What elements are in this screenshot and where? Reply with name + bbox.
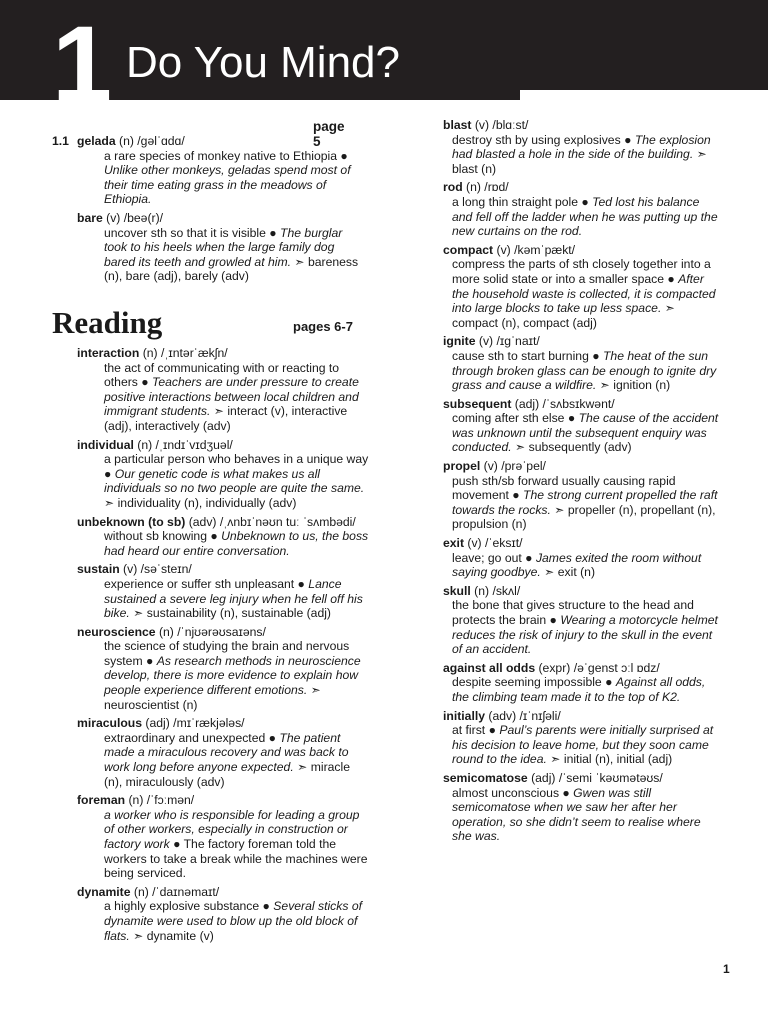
entry-head [443, 584, 723, 599]
headword: unbeknown (to sb) [77, 514, 186, 529]
right-column-entries [443, 118, 723, 848]
glossary-entry [443, 334, 723, 392]
example-sentence: The heat of the sun through broken glass can be enough to ignite dry grass and cause a wildfire. [452, 348, 717, 393]
word-info: (n) /ˌɪndɪˈvɪdʒuəl/ [133, 437, 233, 452]
headword: dynamite [77, 884, 131, 899]
definition: without sb knowing ● [104, 529, 222, 544]
headword: skull [443, 583, 471, 598]
glossary-entry [77, 346, 369, 434]
definition: experience or suffer sth unpleasant ● [104, 576, 309, 591]
glossary-entry [443, 180, 723, 238]
word-info: (n) /ˈfɔːmən/ [125, 793, 195, 808]
definition: a long thin straight pole ● [452, 194, 593, 209]
page-ref-number: 5 [313, 134, 321, 149]
definition: destroy sth by using explosives ● [452, 132, 635, 147]
related-forms: ➣ sustainability (n), sustainable (adj) [129, 606, 331, 621]
entry-head [443, 180, 723, 195]
word-info: (n) /rɒd/ [462, 180, 509, 195]
headword: individual [77, 437, 134, 452]
glossary-entry [443, 584, 723, 657]
example-sentence: Several sticks of dynamite were used to blow up the old block of flats. [104, 899, 363, 943]
word-info: (v) /blɑːst/ [471, 118, 529, 132]
headword: miraculous [77, 716, 143, 731]
glossary-entry [443, 459, 723, 532]
example-sentence: Wearing a motorcycle helmet reduces the risk of injury to the skull in the event of an accident. [452, 613, 718, 657]
section-number: 1.1 [52, 134, 69, 148]
definition: the science of studying the brain and nervous system ● [104, 639, 350, 668]
example-sentence: Unbeknown to us, the boss had heard our entire conversation. [104, 529, 369, 558]
headword: compact [443, 242, 494, 257]
word-info: (v) /ɪɡˈnaɪt/ [475, 334, 540, 349]
example-sentence: a worker who is responsible for leading a group of other workers, especially in construction or factory work [104, 807, 360, 851]
entry-body [443, 411, 723, 455]
entry-head [443, 397, 723, 412]
entry-head [443, 334, 723, 349]
word-info: (n) /ˌɪntərˈækʃn/ [139, 346, 228, 360]
entry-body [443, 257, 723, 330]
headword: gelada [77, 134, 116, 148]
example-sentence: The strong current propelled the raft towards the rocks. [452, 488, 718, 517]
headword: sustain [77, 562, 120, 577]
word-info: (v) /ˈeksɪt/ [464, 536, 523, 551]
entry-body [77, 452, 369, 510]
example-sentence: Teachers are under pressure to create positive interactions between local children and immigrant students. [104, 375, 359, 419]
definition: at first ● [452, 723, 500, 738]
related-forms: ➣ subsequently (adv) [511, 440, 632, 455]
entry-head [77, 134, 362, 149]
glossary-entry [77, 562, 369, 620]
headword: rod [443, 180, 463, 195]
entry-body [77, 731, 369, 789]
entry-head [77, 438, 369, 453]
unit-number: 1 [52, 3, 109, 124]
entry-body [443, 195, 723, 239]
related-forms: ➣ bareness (n), bare (adj), barely (adv) [104, 254, 359, 284]
page-number: 1 [723, 962, 730, 976]
entry-body [443, 723, 723, 767]
word-info: (adj) /ˈsʌbsɪkwənt/ [511, 396, 615, 411]
example-sentence: Our genetic code is what makes us all individuals so no two people are quite the same. [104, 466, 365, 496]
entry-head [77, 211, 362, 226]
example-sentence: James exited the room without saying goodbye. [452, 550, 702, 580]
example-sentence: After the household waste is collected, it is compacted into large blocks to take up less space. [452, 271, 716, 316]
glossary-entry [443, 118, 723, 176]
unit-title: Do You Mind? [126, 38, 400, 87]
glossary-entry [77, 793, 369, 881]
section-title: Reading [52, 305, 163, 340]
related-forms: ➣ exit (n) [540, 565, 595, 580]
entry-body [77, 226, 362, 284]
entry-head [77, 515, 369, 530]
word-info: (n) /ɡəlˈɑdɑ/ [115, 134, 185, 148]
glossary-entry [77, 625, 369, 713]
headword: initially [443, 708, 485, 723]
definition: a highly explosive substance ● [104, 899, 274, 914]
definition: almost unconscious ● [452, 785, 574, 800]
word-info: (n) /ˈnjʊərəʊsaɪəns/ [155, 624, 266, 639]
related-forms: ➣ propeller (n), propellant (n), propulsion (n) [452, 502, 716, 532]
glossary-entry [443, 709, 723, 767]
entry-body [443, 474, 723, 532]
word-info: (adj) /mɪˈrækjələs/ [142, 716, 245, 731]
definition: uncover sth so that it is visible ● [104, 225, 281, 240]
example-sentence: The burglar took to his heels when the large family dog bared its teeth and growled at him. [104, 225, 343, 269]
headword: ignite [443, 334, 476, 349]
glossary-entry [77, 885, 369, 943]
entry-head [77, 562, 369, 577]
entry-body [443, 598, 723, 656]
entry-head [77, 716, 369, 731]
glossary-entry [443, 536, 723, 580]
definition: extraordinary and unexpected ● [104, 730, 280, 745]
example-sentence: Lance sustained a severe leg injury when he fell off his bike. [104, 576, 363, 621]
related-forms: ➣ blast (n) [452, 147, 707, 176]
definition: coming after sth else ● [452, 411, 579, 426]
headword: bare [77, 210, 103, 225]
related-forms: ● The factory foreman told the workers to take a break while the machines were being serviced. [104, 837, 368, 881]
example-sentence: The patient made a miraculous recovery and was back to work long before anyone expected. [104, 730, 349, 775]
entry-body [443, 133, 723, 177]
definition: the bone that gives structure to the head and protects the brain ● [452, 598, 694, 627]
example-sentence: Unlike other monkeys, geladas spend most of their time eating grass in the meadows of Ethiopia. [104, 163, 351, 207]
header-notch [520, 90, 768, 100]
glossary-entry [77, 716, 369, 789]
headword: blast [443, 118, 472, 132]
definition: the act of communicating with or reacting to others ● [104, 360, 340, 390]
example-sentence: Ted lost his balance and fell off the ladder when he was putting up the new curtains on the rod. [452, 194, 718, 239]
definition: leave; go out ● [452, 550, 536, 565]
definition: compress the parts of sth closely together into a more solid state or into a smaller space ● [452, 257, 711, 286]
headword: propel [443, 459, 481, 474]
example-sentence: Gwen was still semicomatose when we saw her after her operation, so she didn’t seem to realise where she was. [452, 785, 701, 844]
headword: foreman [77, 793, 126, 808]
entry-body [77, 808, 369, 881]
definition: push sth/sb forward usually causing rapid movement ● [452, 473, 676, 503]
example-sentence: As research methods in neuroscience develop, there is more evidence to explain how people experience different emotions. [104, 653, 361, 698]
entry-head [443, 709, 723, 724]
word-info: (v) /səˈsteɪn/ [119, 562, 192, 577]
related-forms: ➣ initial (n), initial (adj) [546, 752, 673, 767]
section-pages: pages 6-7 [293, 319, 353, 334]
related-forms: ➣ ignition (n) [596, 378, 671, 393]
entry-head [443, 536, 723, 551]
example-sentence: Paul’s parents were initially surprised at his decision to leave home, but they soon came round to the idea. [452, 723, 714, 767]
word-info: (expr) /əˈɡenst ɔːl ɒdz/ [535, 660, 660, 675]
glossary-entry [77, 134, 362, 207]
headword: exit [443, 536, 465, 551]
page-label: page [313, 119, 345, 134]
entry-head [443, 243, 723, 258]
word-info: (v) /prəˈpel/ [480, 459, 546, 474]
word-info: (adv) /ˌʌnbɪˈnəʊn tuː ˈsʌmbədi/ [185, 514, 356, 529]
definition: cause sth to start burning ● [452, 348, 603, 363]
definition: a rare species of monkey native to Ethiopia ● [104, 148, 348, 163]
entry-head [443, 661, 723, 676]
glossary-entry [443, 397, 723, 455]
entry-body [443, 675, 723, 704]
word-info: (v) /kəmˈpækt/ [493, 242, 576, 257]
entry-body [77, 899, 369, 943]
definition: despite seeming impossible ● [452, 675, 616, 690]
entry-body [77, 577, 369, 621]
related-forms: ➣ interact (v), interactive (adj), interactively (adv) [104, 404, 348, 433]
example-sentence: Against all odds, the climbing team made it to the top of K2. [452, 675, 706, 704]
glossary-entry [77, 211, 362, 284]
entry-body [443, 786, 723, 844]
related-forms: ➣ neuroscientist (n) [104, 683, 321, 712]
entry-body [77, 149, 362, 207]
glossary-entry [443, 771, 723, 844]
entry-head [77, 625, 369, 640]
related-forms: ➣ compact (n), compact (adj) [452, 301, 675, 330]
glossary-entry [443, 243, 723, 331]
related-forms: ➣ dynamite (v) [129, 928, 214, 943]
headword: subsequent [443, 396, 512, 411]
entry-body [443, 349, 723, 393]
entry-body [77, 361, 369, 434]
word-info: (v) /beə(r)/ [102, 210, 164, 225]
word-info: (adj) /ˈsemi ˈkəʊmətəʊs/ [527, 770, 663, 785]
headword: against all odds [443, 660, 536, 675]
entry-head [77, 346, 369, 361]
word-info: (n) /skʌl/ [470, 583, 521, 598]
definition: a particular person who behaves in a unique way ● [104, 452, 369, 481]
entry-body [443, 551, 723, 580]
entry-head [77, 793, 369, 808]
glossary-entry [77, 515, 369, 559]
example-sentence: The explosion had blasted a hole in the side of the building. [452, 132, 711, 162]
entry-head [443, 118, 723, 133]
word-info: (adv) /ɪˈnɪʃəli/ [485, 708, 561, 723]
entry-head [443, 459, 723, 474]
intro-entries [77, 134, 362, 288]
headword: semicomatose [443, 770, 528, 785]
entry-body [77, 529, 369, 558]
left-column-entries [77, 346, 369, 947]
entry-head [443, 771, 723, 786]
related-forms: ➣ individuality (n), individually (adv) [104, 495, 297, 510]
headword: neuroscience [77, 624, 156, 639]
entry-body [77, 639, 369, 712]
glossary-entry [77, 438, 369, 511]
glossary-entry [443, 661, 723, 705]
entry-head [77, 885, 369, 900]
headword: interaction [77, 346, 140, 360]
example-sentence: The cause of the accident was unknown until the subsequent enquiry was conducted. [452, 411, 719, 455]
related-forms: ➣ miracle (n), miraculously (adv) [104, 760, 350, 789]
word-info: (n) /ˈdaɪnəmaɪt/ [130, 884, 220, 899]
